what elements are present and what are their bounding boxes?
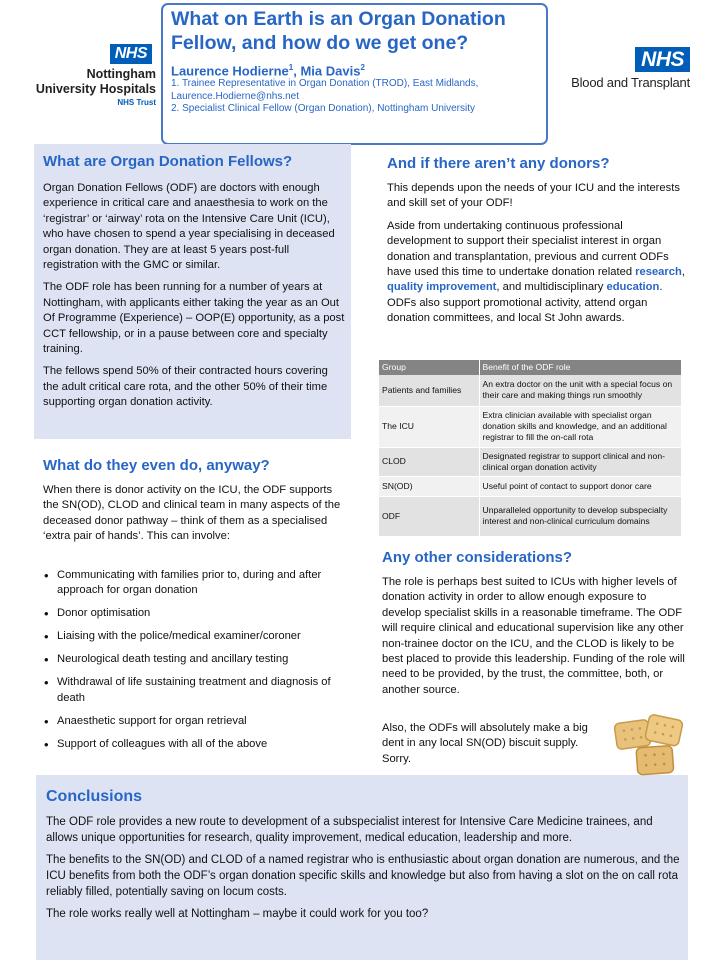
- table-row: [379, 375, 682, 406]
- section-title-conclusions: Conclusions: [46, 788, 143, 805]
- section-title-what-are-odfs: What are Organ Donation Fellows?: [43, 153, 293, 170]
- section-body-no-donors: [387, 181, 687, 334]
- table-cell-benefit: An extra doctor on the unit with a special focus on their care and making things run smoothly: [479, 375, 682, 406]
- table-cell-group: CLOD: [379, 447, 479, 476]
- list-item: • Communicating with families prior to, during and after approach for organ donation: [43, 568, 348, 599]
- nhs-logo-mark-right: NHS: [635, 47, 690, 72]
- highlight-research: research: [635, 266, 682, 279]
- logo-left-line3: NHS Trust: [117, 98, 156, 107]
- paragraph-with-highlights: [387, 219, 687, 327]
- table-header-row: [379, 360, 682, 375]
- duties-list: [43, 568, 348, 760]
- column-header-benefit: Benefit of the ODF role: [479, 360, 682, 375]
- section-body-biscuits: [382, 721, 607, 774]
- paragraph: Organ Donation Fellows (ODF) are doctors with enough experience in critical care and anaesthesia to work on the ‘registrar’ or ‘airway’ rota on the Intensive Care Unit (ICU), who have chosen to spend a year specialising in deceased organ donation. They are at least 5 years post-full registration with the GMC or similar.: [43, 182, 335, 272]
- section-body-conclusions: [46, 814, 682, 928]
- table-cell-benefit: Extra clinician available with specialist organ donation skills and knowledge, and an additional registrar to fill the on-call rota: [479, 406, 682, 447]
- paragraph: When there is donor activity on the ICU, the ODF supports the SN(OD), CLOD and clinical team in many aspects of the deceased donor pathway – think of them as a specialised ‘extra pair of hands’. This can involve:: [43, 484, 341, 543]
- text-run: Aside from undertaking continuous professional development to support their specialist interest in organ donation and transplantation, previous and current ODFs have used this time to undertake donation related: [387, 219, 669, 279]
- paragraph: This depends upon the needs of your ICU and the interests and skill set of your ODF!: [387, 182, 680, 210]
- poster-title: What on Earth is an Organ Donation Fellow, and how do we get one?: [171, 8, 506, 54]
- highlight-education: education: [606, 281, 660, 294]
- author-2: Mia Davis: [300, 63, 361, 79]
- list-item: • Support of colleagues with all of the above: [43, 737, 348, 752]
- paragraph: The fellows spend 50% of their contracted hours covering the adult critical care rota, and the other 50% of their time supporting organ donation activity.: [43, 365, 328, 409]
- logo-left-line2: University Hospitals: [35, 82, 156, 96]
- section-body-other-considerations: [382, 575, 685, 705]
- table-cell-benefit: Unparalleled opportunity to develop subspecialty interest and non-clinical curriculum domains: [479, 496, 682, 536]
- table-cell-benefit: Designated registrar to support clinical and non-clinical organ donation activity: [479, 447, 682, 476]
- table-cell-group: ODF: [379, 496, 479, 536]
- section-body-what-are-odfs: [43, 181, 345, 418]
- nhs-logo-mark: NHS: [110, 44, 152, 64]
- paragraph: The ODF role has been running for a number of years at Nottingham, with applicants either taking the year as an Out Of Programme (Experience) – OOP(E) opportunity, as a post CCT fellowship, or in a pause between core and specialty training.: [43, 281, 345, 356]
- table-cell-group: The ICU: [379, 406, 479, 447]
- table-row: [379, 447, 682, 476]
- affiliation-1-email[interactable]: Laurence.Hodierne@nhs.net: [171, 90, 300, 102]
- list-item: • Donor optimisation: [43, 606, 348, 621]
- column-header-group: Group: [379, 360, 479, 375]
- benefits-table: [379, 360, 682, 537]
- affiliation-2: 2. Specialist Clinical Fellow (Organ Donation), Nottingham University: [171, 103, 476, 115]
- authors: [171, 63, 538, 78]
- paragraph: The role is perhaps best suited to ICUs with higher levels of donation activity in order to allow enough exposure to develop specialist skills in a reasonable timeframe. The ODF will require clinical and educational supervision like any other non-trainee doctor on the ICU, and the CLOD is likely to be best placed to provide this leadership. Funding of the role will need to be provided, by the trust, the committee, both, or another source.: [382, 576, 685, 696]
- text-run: ,: [681, 266, 685, 279]
- author-1: Laurence Hodierne: [171, 63, 289, 79]
- paragraph: The ODF role provides a new route to development of a subspecialist interest for Intensive Care Medicine trainees, and allows unique opportunities for research, quality improvement, medical education, leadership and more.: [46, 816, 653, 844]
- author-2-sup: 2: [360, 63, 365, 72]
- list-item: • Withdrawal of life sustaining treatment and diagnosis of death: [43, 675, 348, 706]
- section-title-other-considerations: Any other considerations?: [382, 549, 573, 566]
- list-item: • Liaising with the police/medical examiner/coroner: [43, 629, 348, 644]
- affiliation-1: 1. Trainee Representative in Organ Donation (TROD), East Midlands,: [171, 78, 479, 90]
- text-run: , and multidisciplinary: [496, 281, 607, 294]
- author-1-sup: 1: [288, 63, 294, 72]
- list-item: • Neurological death testing and ancillary testing: [43, 652, 348, 667]
- table-cell-group: Patients and families: [379, 375, 479, 406]
- biscuits-image: [606, 710, 698, 782]
- section-intro-what-do-they-do: [43, 483, 345, 552]
- biscuit-icon: [636, 745, 674, 774]
- title-box: [161, 3, 548, 145]
- nhs-nottingham-logo: [34, 44, 156, 107]
- logo-right-line1: Blood and Transplant: [571, 75, 690, 90]
- author-separator: ,: [293, 63, 301, 79]
- nhs-blood-transplant-logo: [560, 47, 690, 90]
- section-title-no-donors: And if there aren’t any donors?: [387, 155, 610, 172]
- paragraph: The benefits to the SN(OD) and CLOD of a named registrar who is enthusiastic about organ donation are numerous, and the ICU benefits from both the ODF’s organ donation specific skills and knowledge but also from having a slot on the on call rota reliably filled, potentially saving on locum costs.: [46, 854, 680, 898]
- text-run: . ODFs also support promotional activity, attend organ donation committees, and local St John awards.: [387, 281, 663, 325]
- paragraph: Also, the ODFs will absolutely make a big dent in any local SN(OD) biscuit supply. Sorry.: [382, 722, 588, 765]
- table-cell-group: SN(OD): [379, 476, 479, 496]
- section-title-what-do-they-do: What do they even do, anyway?: [43, 457, 270, 474]
- table-row: [379, 496, 682, 536]
- table-row: [379, 406, 682, 447]
- highlight-quality-improvement: quality improvement: [387, 281, 497, 294]
- table-row: [379, 476, 682, 496]
- paragraph: The role works really well at Nottingham – maybe it could work for you too?: [46, 908, 429, 920]
- table-cell-benefit: Useful point of contact to support donor care: [479, 476, 682, 496]
- logo-left-line1: Nottingham: [86, 67, 156, 81]
- list-item: • Anaesthetic support for organ retrieval: [43, 714, 348, 729]
